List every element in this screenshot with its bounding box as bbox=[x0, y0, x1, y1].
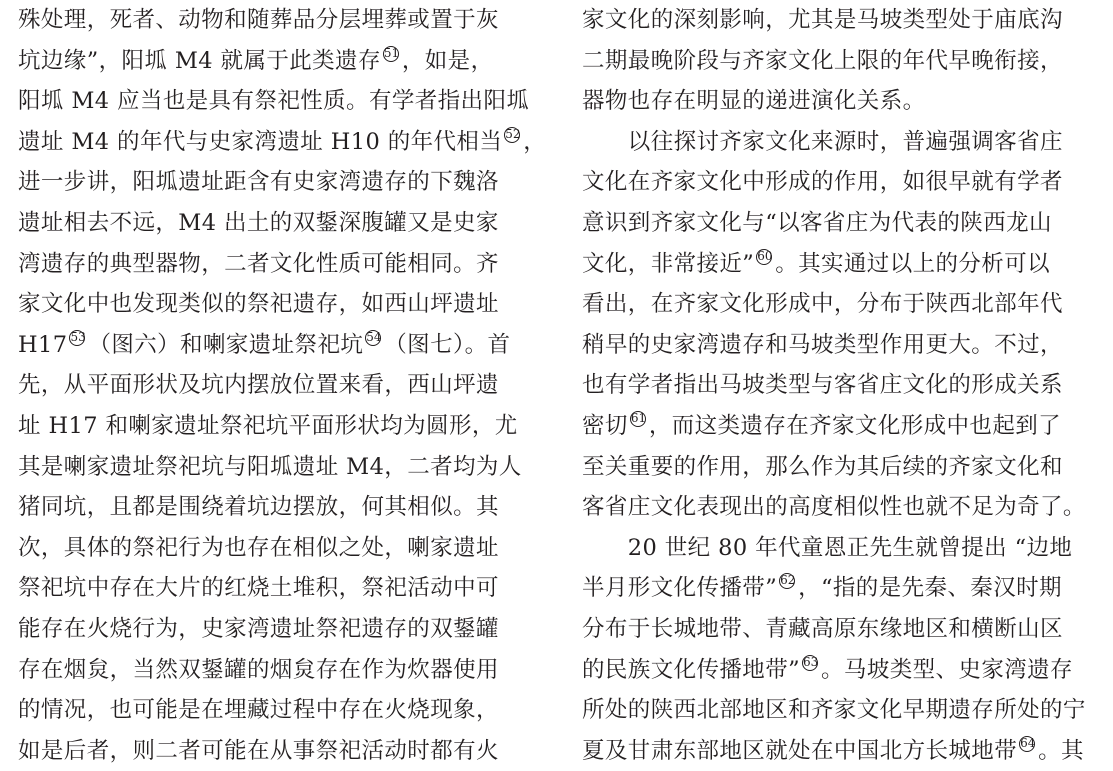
text-line bbox=[582, 325, 1094, 366]
text-line bbox=[18, 528, 530, 569]
text-line bbox=[18, 406, 530, 447]
text-line bbox=[582, 41, 1094, 82]
text-run: 。马坡类型、史家湾遗存 bbox=[821, 656, 1073, 683]
text-run: 二期最晚阶段与齐家文化上限的年代早晚衔接， bbox=[582, 47, 1063, 74]
citation-marker: 60 bbox=[757, 248, 773, 263]
text-line bbox=[582, 365, 1094, 406]
citation-marker: 54 bbox=[366, 329, 382, 344]
text-run: 存在烟炱，当然双鋬罐的烟炱存在作为炊器使用 bbox=[18, 656, 499, 683]
text-run: 也有学者指出马坡类型与客省庄文化的形成关系 bbox=[582, 372, 1063, 399]
text-line bbox=[18, 365, 530, 406]
text-run: 。其实通过以上的分析可以 bbox=[775, 250, 1051, 277]
text-run: 的民族文化传播地带” bbox=[582, 656, 801, 683]
text-run: 阳坬 M4 应当也是具有祭祀性质。有学者指出阳坬 bbox=[18, 88, 530, 115]
citation-marker: 61 bbox=[630, 410, 647, 425]
text-run: 遗址 M4 的年代与史家湾遗址 H10 的年代相当 bbox=[18, 128, 503, 155]
text-run: ， bbox=[523, 128, 547, 155]
text-run: 家文化的深刻影响，尤其是马坡类型处于庙底沟 bbox=[582, 7, 1063, 33]
text-run: （图七）。首 bbox=[384, 331, 511, 358]
text-run: 坑边缘”，阳坬 M4 就属于此类遗存 bbox=[18, 47, 381, 74]
text-line bbox=[582, 406, 1094, 447]
text-line bbox=[582, 447, 1094, 488]
citation-marker: 53 bbox=[70, 329, 86, 344]
text-line bbox=[582, 609, 1094, 650]
text-line bbox=[18, 244, 530, 285]
citation-marker: 52 bbox=[505, 126, 521, 141]
text-run: 如是后者，则二者可能在从事祭祀活动时都有火 bbox=[18, 737, 499, 764]
text-line bbox=[582, 528, 1094, 569]
text-run: （图六）和喇家遗址祭祀坑 bbox=[88, 331, 364, 358]
text-run: 所处的陕西北部地区和齐家文化早期遗存所处的宁 bbox=[582, 697, 1086, 724]
text-run: 半月形文化传播带” bbox=[582, 575, 778, 602]
text-line bbox=[18, 0, 530, 41]
left-text-column bbox=[18, 0, 547, 771]
text-line bbox=[582, 0, 1094, 41]
citation-marker: 62 bbox=[780, 573, 796, 588]
text-run: 意识到齐家文化与“以客省庄为代表的陕西龙山 bbox=[582, 209, 1052, 236]
text-line bbox=[18, 81, 530, 122]
text-run: 湾遗存的典型器物，二者文化性质可能相同。齐 bbox=[18, 250, 499, 277]
text-line bbox=[18, 284, 530, 325]
text-line bbox=[582, 690, 1094, 731]
text-run: 夏及甘肃东部地区就处在中国北方长城地带 bbox=[582, 737, 1018, 764]
text-run: 祭祀坑中存在大片的红烧土堆积，祭祀活动中可 bbox=[18, 575, 499, 602]
text-run: 密切 bbox=[582, 412, 628, 439]
text-line bbox=[18, 122, 547, 163]
citation-marker: 63 bbox=[803, 654, 819, 669]
text-line bbox=[582, 81, 1094, 122]
text-line bbox=[582, 244, 1094, 285]
text-run: 。其 bbox=[1038, 737, 1084, 764]
text-line bbox=[18, 568, 530, 609]
text-run: 能存在火烧行为，史家湾遗址祭祀遗存的双鋬罐 bbox=[18, 615, 499, 642]
text-line bbox=[582, 487, 1094, 528]
text-line bbox=[582, 568, 1094, 609]
text-run: 客省庄文化表现出的高度相似性也就不足为奇了。 bbox=[582, 494, 1086, 521]
text-run: 进一步讲，阳坬遗址距含有史家湾遗存的下魏洛 bbox=[18, 169, 499, 196]
text-run: 其是喇家遗址祭祀坑与阳坬遗址 M4，二者均为人 bbox=[18, 453, 522, 480]
text-line bbox=[18, 690, 530, 731]
text-line bbox=[18, 731, 530, 771]
text-line bbox=[18, 447, 530, 488]
text-run: H17 bbox=[18, 331, 68, 358]
text-run: 的情况，也可能是在埋藏过程中存在火烧现象， bbox=[18, 697, 499, 724]
text-line bbox=[582, 284, 1094, 325]
text-line bbox=[18, 325, 530, 366]
text-run: 稍早的史家湾遗存和马坡类型作用更大。不过， bbox=[582, 331, 1063, 358]
text-run: 器物也存在明显的递进演化关系。 bbox=[582, 88, 926, 115]
text-run: 以往探讨齐家文化来源时，普遍强调客省庄 bbox=[582, 128, 1063, 155]
text-run: ，“指的是先秦、秦汉时期 bbox=[798, 575, 1062, 602]
citation-marker: 64 bbox=[1020, 735, 1036, 750]
text-run: 家文化中也发现类似的祭祀遗存，如西山坪遗址 bbox=[18, 291, 499, 318]
text-line bbox=[582, 162, 1094, 203]
text-run: 殊处理，死者、动物和随葬品分层埋葬或置于灰 bbox=[18, 7, 499, 33]
text-run: 猪同坑，且都是围绕着坑边摆放，何其相似。其 bbox=[18, 494, 499, 521]
text-line bbox=[18, 203, 530, 244]
text-line bbox=[18, 609, 530, 650]
text-run: ，而这类遗存在齐家文化形成中也起到了 bbox=[648, 412, 1062, 439]
text-run: 址 H17 和喇家遗址祭祀坑平面形状均为圆形，尤 bbox=[18, 412, 518, 439]
text-line bbox=[582, 731, 1094, 771]
text-run: 看出，在齐家文化形成中，分布于陕西北部年代 bbox=[582, 291, 1063, 318]
text-line bbox=[18, 41, 530, 82]
text-run: 文化在齐家文化中形成的作用，如很早就有学者 bbox=[582, 169, 1063, 196]
text-run: 次，具体的祭祀行为也存在相似之处，喇家遗址 bbox=[18, 534, 499, 561]
text-run: 遗址相去不远，M4 出土的双鋬深腹罐又是史家 bbox=[18, 209, 499, 236]
text-run: 先，从平面形状及坑内摆放位置来看，西山坪遗 bbox=[18, 372, 499, 399]
text-line bbox=[18, 487, 530, 528]
text-run: 文化，非常接近” bbox=[582, 250, 755, 277]
text-line bbox=[582, 203, 1094, 244]
text-line bbox=[582, 122, 1094, 163]
text-line bbox=[18, 162, 530, 203]
text-run: 至关重要的作用，那么作为其后续的齐家文化和 bbox=[582, 453, 1063, 480]
text-run: 20 世纪 80 年代童恩正先生就曾提出 “边地 bbox=[582, 534, 1073, 561]
text-run: ，如是， bbox=[401, 47, 494, 74]
citation-marker: 51 bbox=[383, 45, 400, 60]
text-line bbox=[582, 650, 1094, 691]
text-line bbox=[18, 650, 530, 691]
right-text-column bbox=[582, 0, 1094, 771]
text-run: 分布于长城地带、青藏高原东缘地区和横断山区 bbox=[582, 615, 1063, 642]
